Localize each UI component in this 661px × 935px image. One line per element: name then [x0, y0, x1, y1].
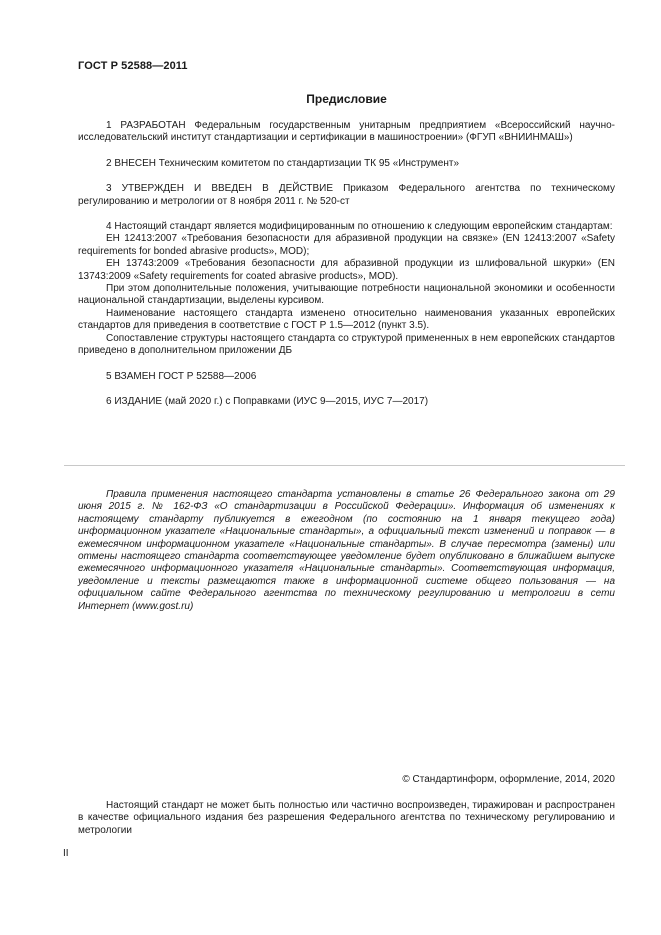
paragraph-en12413: ЕН 12413:2007 «Требования безопасности для абразивной продукции на связке» (EN 12413:2007 «Safety requirements for bonded abrasive products», MOD); [78, 233, 615, 257]
reproduction-notice [78, 800, 615, 837]
document-code: ГОСТ Р 52588—2011 [78, 60, 188, 72]
paragraph-en13743: ЕН 13743:2009 «Требования безопасности для абразивной продукции из шлифовальной шкурки» (EN 13743:2009 «Safety requirements for coated abrasive products», MOD). [78, 258, 615, 282]
copyright-line: © Стандартинформ, оформление, 2014, 2020 [402, 774, 615, 785]
notice-text: Правила применения настоящего стандарта установлены в статье 26 Федерального закона от 29 июня 2015 г. № 162-ФЗ «О стандартизации в Российской Федерации». Информация об изменениях к настоящему стандарту публикуется в ежегодном (по состоянию на 1 января текущего года) информационном указателе «Национальные стандарты», а официальный текст изменений и поправок — в ежемесячном информационном указателе «Национальные стандарты». В случае пересмотра (замены) или отмены настоящего стандарта соответствующее уведомление будет опубликовано в ближайшем выпуске ежемесячного информационного указателя «Национальные стандарты». Соответствующая информация, уведомление и тексты размещаются также в информационной системе общего пользования — на официальном сайте Федерального агентства по техническому регулированию и метрологии в сети Интернет (www.gost.ru) [78, 489, 615, 612]
paragraph-name-changed: Наименование настоящего стандарта изменено относительно наименования указанных европейских стандартов для приведения в соответствие с ГОСТ Р 1.5—2012 (пункт 3.5). [78, 307, 615, 332]
foreword-body [78, 120, 615, 408]
footer-text: Настоящий стандарт не может быть полностью или частично воспроизведен, тиражирован и распространен в качестве официального издания без разрешения Федерального агентства по техническому регулированию и метрологии [78, 800, 615, 836]
paragraph-comparison: Сопоставление структуры настоящего стандарта со структурой примененных в нем европейских стандартов приведено в дополнительном приложении ДБ [78, 332, 615, 357]
paragraph-approved: 3 УТВЕРЖДЕН И ВВЕДЕН В ДЕЙСТВИЕ Приказом Федерального агентства по техническому регулированию и метрологии от 8 ноября 2011 г. № 520-ст [78, 183, 615, 207]
application-rules-notice [78, 489, 615, 613]
paragraph-modified: 4 Настоящий стандарт является модифицированным по отношению к следующим европейским стандартам: [106, 221, 613, 233]
paragraph-additional: При этом дополнительные положения, учитывающие потребности национальной экономики и особенности национальной стандартизации, выделены курсивом. [78, 283, 615, 307]
paragraph-replaces: 5 ВЗАМЕН ГОСТ Р 52588—2006 [106, 370, 257, 382]
page-number: II [63, 848, 69, 859]
paragraph-developed: 1 РАЗРАБОТАН Федеральным государственным унитарным предприятием «Всероссийский научно-исследовательский институт стандартизации и сертификации в машиностроении» (ФГУП «ВНИИНМАШ») [78, 120, 615, 144]
divider [64, 465, 625, 466]
page-title: Предисловие [306, 92, 387, 106]
paragraph-edition: 6 ИЗДАНИЕ (май 2020 г.) с Поправками (ИУС 9—2015, ИУС 7—2017) [106, 395, 429, 407]
paragraph-introduced: 2 ВНЕСЕН Техническим комитетом по стандартизации ТК 95 «Инструмент» [106, 157, 460, 169]
